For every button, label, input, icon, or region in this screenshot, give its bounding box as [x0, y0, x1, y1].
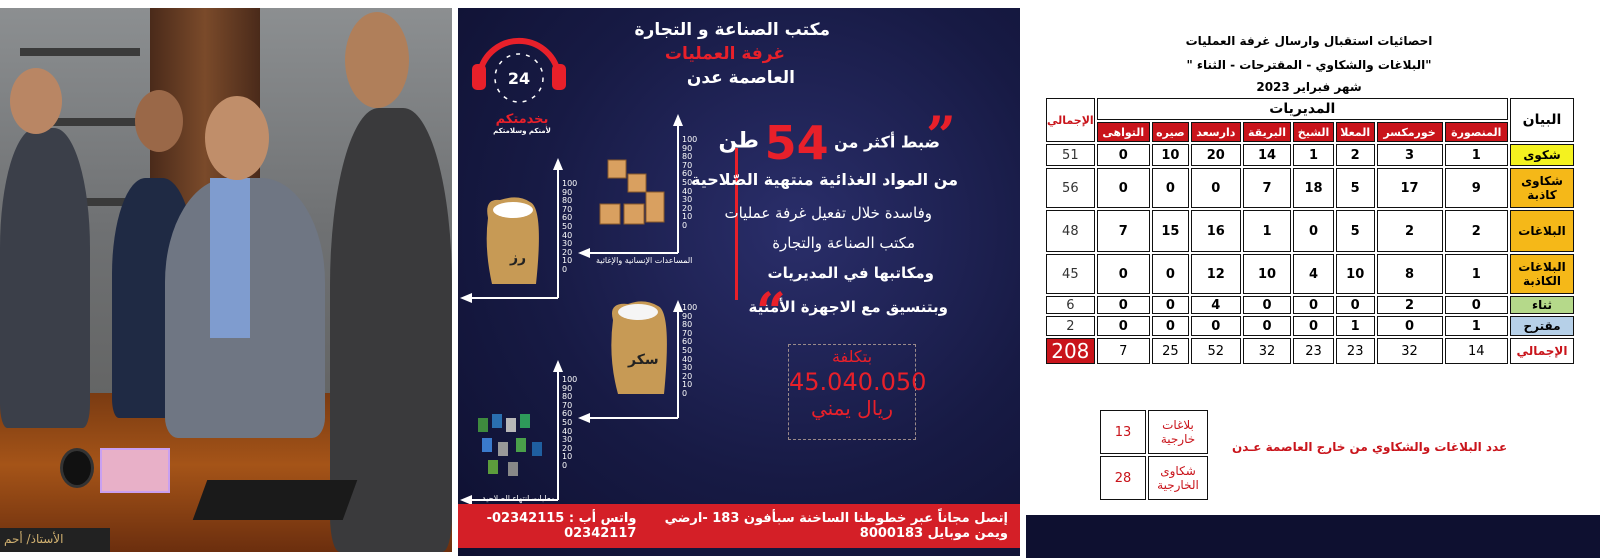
axis-tick: 0: [682, 388, 688, 398]
sugar-label: سكر: [628, 352, 659, 368]
quote-line: من المواد الغذائية منتهية الصّلاحية: [691, 170, 958, 189]
table-cell: 0: [1191, 316, 1241, 336]
table-cell: 0: [1243, 296, 1291, 314]
axis-ticks: [562, 180, 577, 275]
axis-tick: 50: [682, 177, 693, 187]
table-row: [1046, 316, 1574, 336]
table-cell: 2: [1445, 210, 1508, 252]
axis-tick: 100: [682, 135, 698, 144]
table-cell: 2: [1377, 210, 1443, 252]
table-cell: 10: [1336, 254, 1375, 294]
table-row: [1046, 168, 1574, 208]
axis-tick: 90: [682, 311, 693, 321]
table-cell: 0: [1336, 296, 1375, 314]
table-cell: 1: [1445, 316, 1508, 336]
table-cell: 0: [1293, 316, 1334, 336]
table-cell: 0: [1152, 316, 1189, 336]
table-cell: 10: [1152, 144, 1189, 166]
row-label: ثناء: [1510, 296, 1574, 314]
cost-value: 45.040.050: [789, 368, 927, 396]
axis-tick: 20: [562, 443, 573, 453]
axis-ticks: [682, 304, 697, 399]
axis-tick: 70: [682, 160, 693, 170]
table-cell: 1: [1445, 144, 1508, 166]
axis-tick: 90: [562, 187, 573, 197]
axis-tick: 10: [562, 256, 573, 266]
axis-tick: 0: [562, 264, 568, 274]
aid-axis-label: المساعدات الإنسانية والإغاثية: [596, 256, 693, 265]
table-cell: 0: [1293, 296, 1334, 314]
table-cell: 1: [1336, 316, 1375, 336]
grand-total: 208: [1046, 338, 1095, 364]
quote-line: وبتنسيق مع الاجهزة الأمنية: [748, 298, 948, 316]
external-row: [1100, 456, 1208, 500]
axis-tick: 80: [682, 152, 693, 162]
statistics-panel: [1026, 10, 1592, 515]
axis-tick: 100: [562, 179, 578, 188]
row-total: 51: [1046, 144, 1095, 166]
axis-tick: 100: [562, 375, 578, 384]
axis-tick: 50: [682, 345, 693, 355]
district-header: صيره: [1152, 122, 1189, 142]
table-cell: 0: [1377, 316, 1443, 336]
row-label: البلاغات الكاذبة: [1510, 254, 1574, 294]
row-label: مقترح: [1510, 316, 1574, 336]
district-header: المعلا: [1336, 122, 1375, 142]
axis-tick: 40: [682, 354, 693, 364]
cost-currency: ريال يمني: [810, 396, 894, 420]
person-right-head: [345, 12, 409, 108]
name-plaque: الأستاذ/ أحم: [0, 528, 110, 552]
district-header: المنصورة: [1445, 122, 1508, 142]
table-cell: 4: [1293, 254, 1334, 294]
table-cell: 0: [1097, 316, 1150, 336]
row-label: شكاوى كاذبة: [1510, 168, 1574, 208]
table-cell: 4: [1191, 296, 1241, 314]
table-row: [1046, 144, 1574, 166]
table-cell: 17: [1377, 168, 1443, 208]
totals-cell: 52: [1191, 338, 1241, 364]
axis-tick: 20: [682, 371, 693, 381]
district-header: التواهى: [1097, 122, 1150, 142]
quote-headline: ضبط أكثر من 54 طن: [718, 116, 940, 170]
quote-line: ومكاتبها في المديريات: [767, 264, 934, 282]
news-photo: [0, 8, 452, 552]
axis-tick: 30: [562, 435, 573, 445]
table-cell: 0: [1097, 296, 1150, 314]
table-cell: 18: [1293, 168, 1334, 208]
table-cell: 0: [1243, 316, 1291, 336]
header-label: البيان: [1510, 98, 1574, 142]
table-cell: 20: [1191, 144, 1241, 166]
table-cell: 0: [1445, 296, 1508, 314]
table-cell: 10: [1243, 254, 1291, 294]
external-table: [1098, 408, 1210, 502]
table-cell: 14: [1243, 144, 1291, 166]
table-cell: 12: [1191, 254, 1241, 294]
district-header: البريقة: [1243, 122, 1291, 142]
axis-tick: 60: [682, 169, 693, 179]
table-cell: 15: [1152, 210, 1189, 252]
table-cell: 1: [1293, 144, 1334, 166]
axis-tick: 20: [562, 247, 573, 257]
axis-tick: 50: [562, 221, 573, 231]
svg-text:24: 24: [507, 69, 531, 88]
row-total: 6: [1046, 296, 1095, 314]
axis-tick: 80: [562, 392, 573, 402]
row-total: 2: [1046, 316, 1095, 336]
logo-brand: بخدمتكم لأمنكم وسلامتكم: [493, 112, 551, 135]
table-cell: 2: [1336, 144, 1375, 166]
district-header: خورمكسر: [1377, 122, 1443, 142]
table-row: [1046, 210, 1574, 252]
table-cell: 5: [1336, 168, 1375, 208]
axis-tick: 30: [682, 363, 693, 373]
axis-tick: 60: [562, 409, 573, 419]
table-cell: 1: [1445, 254, 1508, 294]
axis-tick: 60: [562, 213, 573, 223]
stats-table: [1044, 96, 1576, 366]
row-total: 56: [1046, 168, 1095, 208]
footer-strip: [1026, 515, 1600, 558]
rice-label: رز: [510, 250, 527, 266]
row-label: البلاغات: [1510, 210, 1574, 252]
table-cell: 0: [1152, 296, 1189, 314]
district-header: دارسعد: [1191, 122, 1241, 142]
axis-ticks: [562, 376, 577, 471]
room-title: غرفة العمليات: [664, 44, 785, 64]
axis-tick: 70: [562, 400, 573, 410]
axis-tick: 10: [682, 212, 693, 222]
desk-mat: [193, 480, 358, 520]
axis-tick: 70: [562, 204, 573, 214]
totals-row: [1046, 338, 1574, 364]
infographic-panel: [458, 8, 1020, 556]
header-total: الإجمالي: [1046, 98, 1095, 142]
stats-title: احصائيات استقبال وارسال غرفة العمليات: [1185, 34, 1433, 48]
axis-tick: 80: [682, 320, 693, 330]
table-row: [1046, 254, 1574, 294]
stats-period: شهر فبراير 2023: [1256, 80, 1362, 94]
axis-tick: 10: [562, 452, 573, 462]
table-cell: 5: [1336, 210, 1375, 252]
header-districts: المديريات: [1097, 98, 1508, 120]
table-cell: 3: [1377, 144, 1443, 166]
totals-cell: 32: [1243, 338, 1291, 364]
external-caption: عدد البلاغات والشكاوي من خارج العاصمة عـدن: [1232, 440, 1508, 454]
table-cell: 8: [1377, 254, 1443, 294]
contact-bar: [458, 504, 1020, 548]
table-cell: 2: [1377, 296, 1443, 314]
city-title: العاصمة عدن: [686, 68, 795, 88]
row-label: شكوى: [1510, 144, 1574, 166]
cost-label: بتكلفة: [831, 347, 873, 366]
axis-tick: 40: [562, 230, 573, 240]
axis-tick: 40: [562, 426, 573, 436]
axis-tick: 20: [682, 203, 693, 213]
table-cell: 7: [1243, 168, 1291, 208]
external-value: 28: [1100, 456, 1146, 500]
hotline-text: إتصل مجاناً عبر خطوطنا الساخنة سبأفون 183 -ارضي ويمن موبايل 8000183: [664, 511, 1008, 541]
table-cell: 9: [1445, 168, 1508, 208]
external-row: [1100, 410, 1208, 454]
table-row: [1046, 296, 1574, 314]
axis-tick: 100: [682, 303, 698, 312]
axis-tick: 70: [682, 328, 693, 338]
table-cell: 1: [1243, 210, 1291, 252]
row-total: 48: [1046, 210, 1095, 252]
close-quote-icon: “: [756, 282, 786, 343]
totals-cell: 14: [1445, 338, 1508, 364]
stats-subtitle: "البلاغات والشكاوي - المقترحات - الثناء ": [1186, 58, 1432, 72]
row-total: 45: [1046, 254, 1095, 294]
table-cell: 0: [1191, 168, 1241, 208]
totals-cell: 25: [1152, 338, 1189, 364]
person-center-head: [205, 96, 269, 180]
person-center-shirt: [210, 178, 250, 338]
external-label: بلاغات خارجية: [1148, 410, 1208, 454]
table-cell: 0: [1152, 168, 1189, 208]
office-title: مكتب الصناعة و التجارة: [634, 20, 830, 40]
table-cell: 7: [1097, 210, 1150, 252]
table-cell: 0: [1293, 210, 1334, 252]
external-label: شكاوى الخارجية: [1148, 456, 1208, 500]
axis-tick: 10: [682, 380, 693, 390]
axis-tick: 80: [562, 196, 573, 206]
axis-tick: 90: [562, 383, 573, 393]
axis-tick: 0: [682, 220, 688, 230]
district-header: الشيخ: [1293, 122, 1334, 142]
axis-tick: 90: [682, 143, 693, 153]
table-cell: 0: [1152, 254, 1189, 294]
table-cell: 0: [1097, 168, 1150, 208]
axis-tick: 30: [682, 195, 693, 205]
table-cell: 0: [1097, 144, 1150, 166]
sticky-notes: [100, 448, 170, 493]
whatsapp-text: واتس أب : 02342115-02342117: [486, 511, 637, 541]
operations-24-logo-icon: [468, 12, 570, 114]
cost-box: [788, 344, 927, 440]
expired-axis-label: معلبات انتهاء الصلاحية: [482, 494, 556, 503]
external-value: 13: [1100, 410, 1146, 454]
person-left-suit: [0, 128, 90, 428]
totals-cell: 23: [1293, 338, 1334, 364]
axis-tick: 40: [682, 186, 693, 196]
table-cell: 0: [1097, 254, 1150, 294]
axis-tick: 0: [562, 460, 568, 470]
axis-tick: 50: [562, 417, 573, 427]
totals-label: الإجمالي: [1510, 338, 1574, 364]
quote-line: وفاسدة خلال تفعيل غرفة عمليات: [724, 204, 932, 222]
open-quote-icon: ”: [926, 106, 956, 167]
table-cell: 16: [1191, 210, 1241, 252]
person-left-head: [10, 68, 62, 134]
desk-clock: [60, 448, 94, 488]
totals-cell: 7: [1097, 338, 1150, 364]
quote-line: مكتب الصناعة والتجارة: [772, 234, 915, 252]
totals-cell: 32: [1377, 338, 1443, 364]
axis-tick: 30: [562, 239, 573, 249]
person-second-head: [135, 90, 183, 152]
axis-tick: 60: [682, 337, 693, 347]
totals-cell: 23: [1336, 338, 1375, 364]
wall-shelf: [20, 48, 140, 56]
